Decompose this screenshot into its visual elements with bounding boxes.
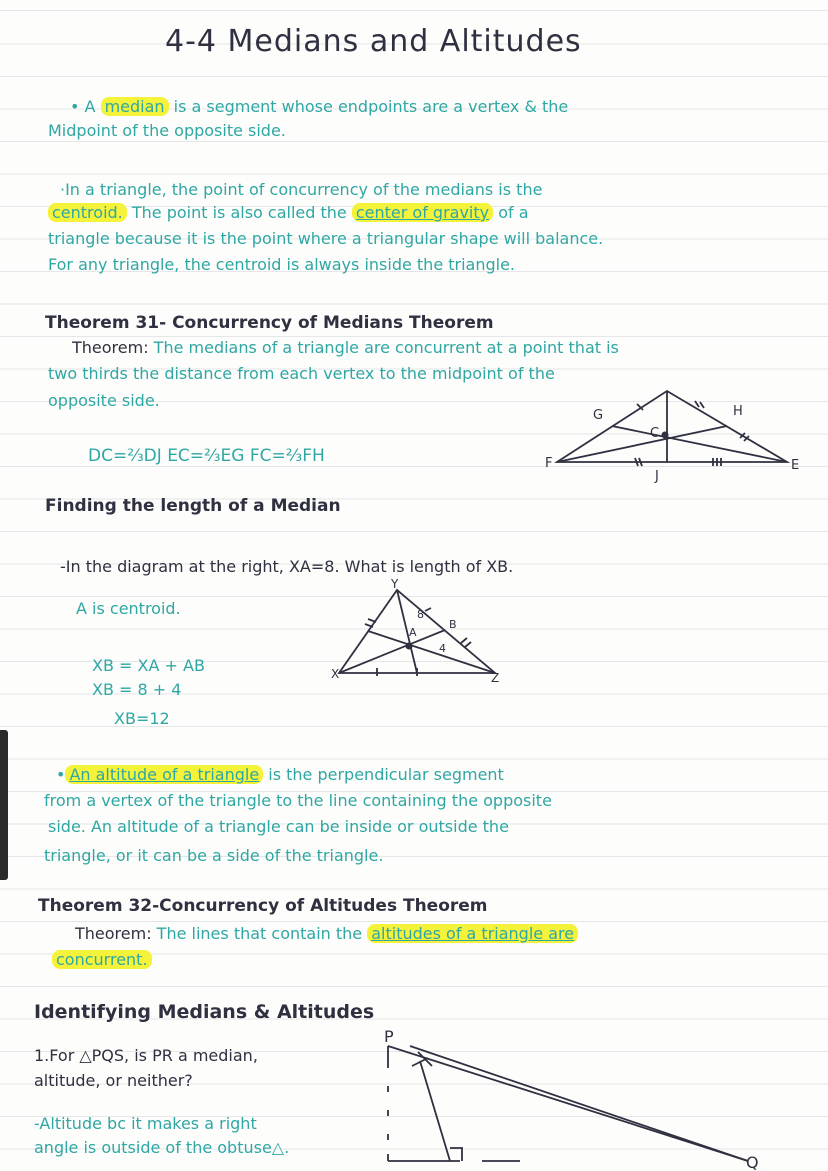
median-triangle-diagram [325,578,505,688]
identifying-line3: -Altitude bc it makes a right [34,1114,257,1133]
centroid-note-line2 [48,203,529,222]
finding-question: -In the diagram at the right, XA=8. What is length of XB. [60,557,514,576]
identifying-line1: 1.For △PQS, is PR a median, [34,1046,258,1065]
identifying-heading: Identifying Medians & Altitudes [34,1001,375,1023]
centroid-note-line2-end: of a [493,203,529,222]
altitude-definition-rest: is the perpendicular segment [263,765,504,784]
centroid-note-line2-text: The point is also called the [126,203,352,222]
median-term: median [101,97,169,116]
label-x: X [331,667,340,681]
altitude-definition-line2: from a vertex of the triangle to the line containing the opposite [44,791,552,810]
finding-step1: XB = XA + AB [92,656,205,675]
theorem32-highlight2: concurrent. [52,950,152,969]
theorem31-label: Theorem: [72,338,149,357]
altitude-definition-line3: side. An altitude of a triangle can be inside or outside the [48,817,509,836]
theorem31-line2: two thirds the distance from each vertex to the midpoint of the [48,364,555,383]
label-h: H [733,404,743,419]
page-title: 4-4 Medians and Altitudes [165,24,582,59]
centroid-note-line4: For any triangle, the centroid is always inside the triangle. [48,255,516,274]
centroid-note-line1: ·In a triangle, the point of concurrency of the medians is the [60,180,543,199]
theorem31-text1: The medians of a triangle are concurrent at a point that is [148,338,619,357]
label-p: P [384,1027,394,1046]
altitude-definition-line4: triangle, or it can be a side of the triangle. [44,846,384,865]
theorem32-text1: The lines that contain the [151,924,368,943]
label-eight: 8 [417,608,424,621]
label-f: F [545,456,553,471]
theorem32-line2 [52,950,152,969]
bullet: • [56,765,66,784]
finding-heading: Finding the length of a Median [45,496,341,516]
identifying-line4: angle is outside of the obtuse△. [34,1138,290,1157]
finding-step2: XB = 8 + 4 [92,680,182,699]
binder-spine [0,730,8,880]
theorem32-highlight1: altitudes of a triangle are [367,924,578,943]
theorem31-formula: DC=⅔DJ EC=⅔EG FC=⅔FH [88,446,325,466]
label-g: G [593,408,604,423]
altitude-definition-line1 [56,765,504,784]
centroid-triangle-diagram [545,385,805,485]
label-q: Q [746,1153,759,1171]
label-four: 4 [439,642,446,655]
label-b: B [449,618,457,631]
altitude-triangle-diagram [370,1027,790,1171]
label-e: E [791,458,800,473]
label-j: J [655,469,659,484]
median-definition-rest: is a segment whose endpoints are a vertex & the [168,97,569,116]
theorem31-heading: Theorem 31- Concurrency of Medians Theorem [45,313,494,333]
median-pre: A [79,97,101,116]
theorem32-heading: Theorem 32-Concurrency of Altitudes Theorem [38,896,488,916]
label-c: C [650,426,660,441]
center-of-gravity-term: center of gravity [352,203,493,222]
label-a: A [409,626,417,639]
label-z: Z [491,671,500,685]
label-y: Y [391,577,399,591]
median-definition-line1 [70,97,568,116]
theorem32-line1 [75,924,578,943]
altitude-term: An altitude of a triangle [65,765,263,784]
finding-note: A is centroid. [76,599,181,618]
centroid-term: centroid. [48,203,127,222]
finding-step3: XB=12 [114,709,170,728]
identifying-line2: altitude, or neither? [34,1071,193,1090]
median-definition-line2: Midpoint of the opposite side. [48,121,286,140]
theorem31-line1 [72,338,619,357]
theorem31-line3: opposite side. [48,391,160,410]
theorem32-label: Theorem: [75,924,152,943]
centroid-note-line3: triangle because it is the point where a triangular shape will balance. [48,229,604,248]
bullet: • [70,97,80,116]
